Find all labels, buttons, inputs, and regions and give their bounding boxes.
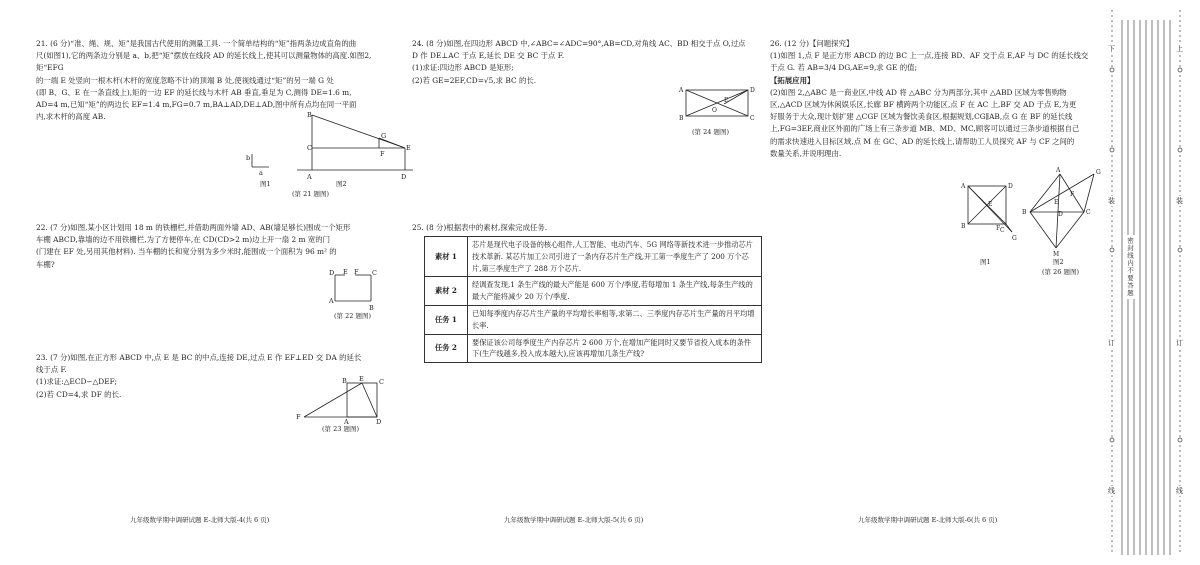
svg-text:F: F [354, 268, 359, 276]
figure-26 [960, 166, 1100, 266]
binding-lines [1100, 0, 1200, 565]
page-footer: 九年级数学期中调研试题 E-北师大版-5(共 6 页) [504, 516, 644, 524]
q23-line: 线于点 F. [36, 365, 67, 375]
margin-mark-xian-right: 线 [1176, 487, 1183, 495]
figure-26-label-1: 图1 [980, 258, 991, 266]
q22-line: 车棚 ABCD,靠墙的边不用铁栅栏,为了方便停车,在 CD(CD>2 m)边上开一扇 2 m 宽的门 [36, 235, 331, 245]
svg-text:A: A [679, 87, 684, 94]
svg-text:G: G [381, 132, 387, 140]
q26-line: 上,FG=3EF,商业区外面的广场上有三条步道 MB、MD、MC,顾客可以通过三条步道根据自己 [770, 124, 1080, 134]
page-footer: 九年级数学期中调研试题 E-北师大版-4(共 6 页) [130, 516, 270, 524]
svg-text:F: F [996, 225, 1001, 232]
table-header-cell: 任务 1 [425, 305, 468, 334]
table-header-cell: 任务 2 [425, 334, 468, 363]
figure-23-caption: (第 23 题图) [322, 425, 359, 433]
question-24 [412, 38, 766, 87]
figure-21-label-1: 图1 [260, 180, 271, 188]
svg-text:B: B [1022, 209, 1027, 216]
page-4 [30, 0, 411, 565]
figure-21 [235, 110, 415, 182]
svg-text:D: D [376, 418, 382, 426]
svg-text:C: C [1086, 209, 1091, 216]
page-footer: 九年级数学期中调研试题 E-北师大版-6(共 6 页) [858, 516, 998, 524]
svg-text:B: B [961, 223, 966, 230]
svg-text:D: D [1008, 183, 1013, 190]
margin-mark-top-right: 上 [1176, 45, 1183, 53]
binding-margin [1100, 0, 1200, 565]
figure-21-caption: (第 21 题图) [292, 190, 329, 198]
q21-line: 的一端 E 处竖向一根木杆(木杆的宽度忽略不计)的顶端 B 处,使视线通过“矩”的另一端 G 处 [36, 75, 334, 85]
figure-24-caption: (第 24 题图) [692, 128, 729, 136]
q26-line: 区,△ACD 区域为休闲娱乐区,长廊 BF 横跨两个功能区,点 F 在 AC 上,BF 交 AD 于点 E,为更 [770, 100, 1077, 110]
table-row [425, 237, 762, 277]
svg-text:F: F [1070, 191, 1075, 198]
svg-text:B: B [307, 111, 312, 119]
svg-text:M: M [1053, 251, 1060, 258]
svg-text:E: E [343, 268, 348, 276]
table-cell: 经调查发现,1 条生产线的最大产能是 600 万个/季度,若每增加 1 条生产线,每条生产线的最大产能将减少 20 万个/季度. [468, 277, 762, 306]
q21-line: 21. (6 分)“准、绳、规、矩”是我国古代使用的测量工具. 一个简单结构的“矩”指两条边成直角的曲 [36, 39, 357, 48]
page-5 [408, 0, 768, 565]
svg-text:B: B [679, 115, 684, 122]
svg-text:F: F [296, 413, 301, 421]
svg-text:b: b [246, 154, 251, 162]
q26-line: (2)如图 2,△ABC 是一商业区,中线 AD 将 △ABC 分为两部分,其中 △ABD 区域为零售购物 [770, 87, 1067, 97]
q26-line: 数量关系,并说明理由. [770, 148, 842, 158]
table-header-cell: 素材 2 [425, 277, 468, 306]
svg-text:O: O [712, 107, 717, 114]
figure-24 [676, 82, 760, 126]
svg-text:E: E [988, 201, 993, 208]
q24-line: (2)若 GE=2EF,CD=√5,求 BC 的长. [412, 75, 537, 85]
question-25-title [412, 222, 547, 234]
svg-text:A: A [307, 173, 312, 181]
q26-line: 于点 G. 若 AB=3/4 DG,AE=9,求 GE 的值; [770, 63, 917, 73]
q22-line: 车棚? [36, 259, 55, 269]
q24-line: 24. (8 分)如图,在四边形 ABCD 中,∠ABC=∠ADC=90°,AB=CD,对角线 AC、BD 相交于点 O,过点 [412, 39, 746, 48]
q26-line: 26. (12 分)【问题探究】 [770, 39, 854, 48]
figure-26-label-2: 图2 [1053, 258, 1064, 266]
svg-text:A: A [344, 418, 349, 426]
q23-line: 23. (7 分)如图,在正方形 ABCD 中,点 E 是 BC 的中点,连接 DE,过点 E 作 EF⊥ED 交 DA 的延长 [36, 353, 362, 362]
page-6 [770, 0, 1100, 565]
svg-text:E: E [406, 144, 411, 152]
q25-title: 25. (8 分)根据表中的素材,探索完成任务. [412, 223, 548, 232]
table-row [425, 277, 762, 306]
table-cell: 要保证该公司每季度生产内存芯片 2 600 万个,在增加产能同时又要节省投入成本的条件下(生产线越多,投入成本越大),应该再增加几条生产线? [468, 334, 762, 363]
svg-text:D: D [1058, 211, 1063, 218]
table-header-cell: 素材 1 [425, 237, 468, 277]
q21-line: 尺(如图1),它的两条边分别是 a、b,把“矩”摆放在线段 AD 的延长线上,使其可以测量物体的高度.如图2,矩“EFG [36, 51, 372, 73]
figure-26-caption: (第 26 题图) [1042, 268, 1079, 276]
table-cell: 已知每季度内存芯片生产量的平均增长率相等,求第二、三季度内存芯片生产量的月平均增长率. [468, 305, 762, 334]
margin-mark-zhuang-right: 装 [1176, 197, 1183, 205]
q21-line: AD=4 m,已知“矩”的两边长 EF=1.4 m,FG=0.7 m,BA⊥AD,DE⊥AD,图中所有点均在同一平面 [36, 100, 357, 110]
svg-text:A: A [329, 297, 334, 305]
svg-text:G: G [1012, 235, 1017, 242]
margin-mark-ding-right: 订 [1176, 339, 1183, 347]
figure-21-label-2: 图2 [336, 180, 347, 188]
svg-text:G: G [1096, 169, 1101, 176]
svg-text:E: E [724, 97, 729, 104]
figure-22-caption: (第 22 题图) [334, 312, 371, 320]
svg-text:E: E [1054, 199, 1059, 206]
svg-text:A: A [1056, 167, 1061, 174]
margin-mark-ding-left: 订 [1108, 339, 1115, 347]
q26-line: 【拓展应用】 [770, 75, 815, 85]
q22-line: 22. (7 分)如图,某小区计划用 18 m 的铁栅栏,并借助两面外墙 AD、AB(墙足够长)围成一个矩形 [36, 223, 351, 232]
q21-line: 内,求木杆的高度 AB. [36, 112, 106, 122]
question-22 [36, 222, 386, 271]
q23-line: (2)若 CD=4,求 DF 的长. [36, 389, 122, 399]
svg-text:B: B [369, 304, 374, 312]
svg-text:B: B [342, 377, 347, 385]
q26-line: (1)如图 1,点 F 是正方形 ABCD 的边 BC 上一点,连接 BD、AF 交于点 E,AF 与 DC 的延长线交 [770, 51, 1089, 61]
svg-text:E: E [359, 375, 364, 383]
margin-mark-top-left: 下 [1108, 45, 1115, 53]
material-table [424, 236, 762, 363]
svg-text:C: C [372, 269, 377, 277]
svg-text:D: D [329, 269, 335, 277]
margin-mark-xian-left: 线 [1108, 487, 1115, 495]
margin-mark-zhuang-left: 装 [1108, 197, 1115, 205]
seal-notice: 密封线内不要答题 [1126, 237, 1134, 297]
svg-text:C: C [1000, 227, 1005, 234]
table-cell: 芯片是现代电子设备的核心组件,人工智能、电动汽车、5G 网络等新技术进一步推动芯片技术革新. 某芯片加工公司引进了一条内存芯片生产线,开工第一季度生产了 200 万个芯片,第三季度生产了 288 万个芯片. [468, 237, 762, 277]
q26-line: 的需求快速进入目标区域,点 M 在 GC、AD 的延长线上,请帮助工人员探究 AF 与 CF 之间的 [770, 136, 1075, 146]
svg-text:C: C [750, 115, 755, 122]
svg-text:D: D [750, 87, 755, 94]
q21-line: (即 B、G、E 在一条直线上),矩的一边 EF 的延长线与木杆 AB 垂直,垂足为 C,测得 DE=1.6 m, [36, 87, 352, 97]
q23-line: (1)求证:△ECD∽△DEF; [36, 377, 117, 387]
q22-line: (门建在 EF 处,另用其他材料). 当车棚的长和宽分别为多少米时,能围成一个面积为 96 m² 的 [36, 247, 337, 257]
q24-line: D 作 DE⊥AC 于点 E,延长 DE 交 BC 于点 F. [412, 51, 565, 61]
q26-line: 好服务于大众,现计划扩建 △CGF 区域为餐饮美食区,根据规划,CG∥AB,点 G 在 BF 的延长线 [770, 112, 1073, 122]
svg-text:C: C [307, 144, 312, 152]
svg-text:D: D [401, 173, 407, 181]
figure-22 [327, 268, 387, 312]
svg-text:F: F [380, 150, 385, 158]
svg-text:a: a [259, 169, 263, 177]
svg-text:A: A [961, 183, 966, 190]
table-row [425, 334, 762, 363]
figure-23 [292, 375, 392, 425]
q24-line: (1)求证:四边形 ABCD 是矩形; [412, 63, 514, 73]
table-row [425, 305, 762, 334]
svg-text:C: C [379, 378, 384, 386]
question-26 [770, 38, 1096, 160]
